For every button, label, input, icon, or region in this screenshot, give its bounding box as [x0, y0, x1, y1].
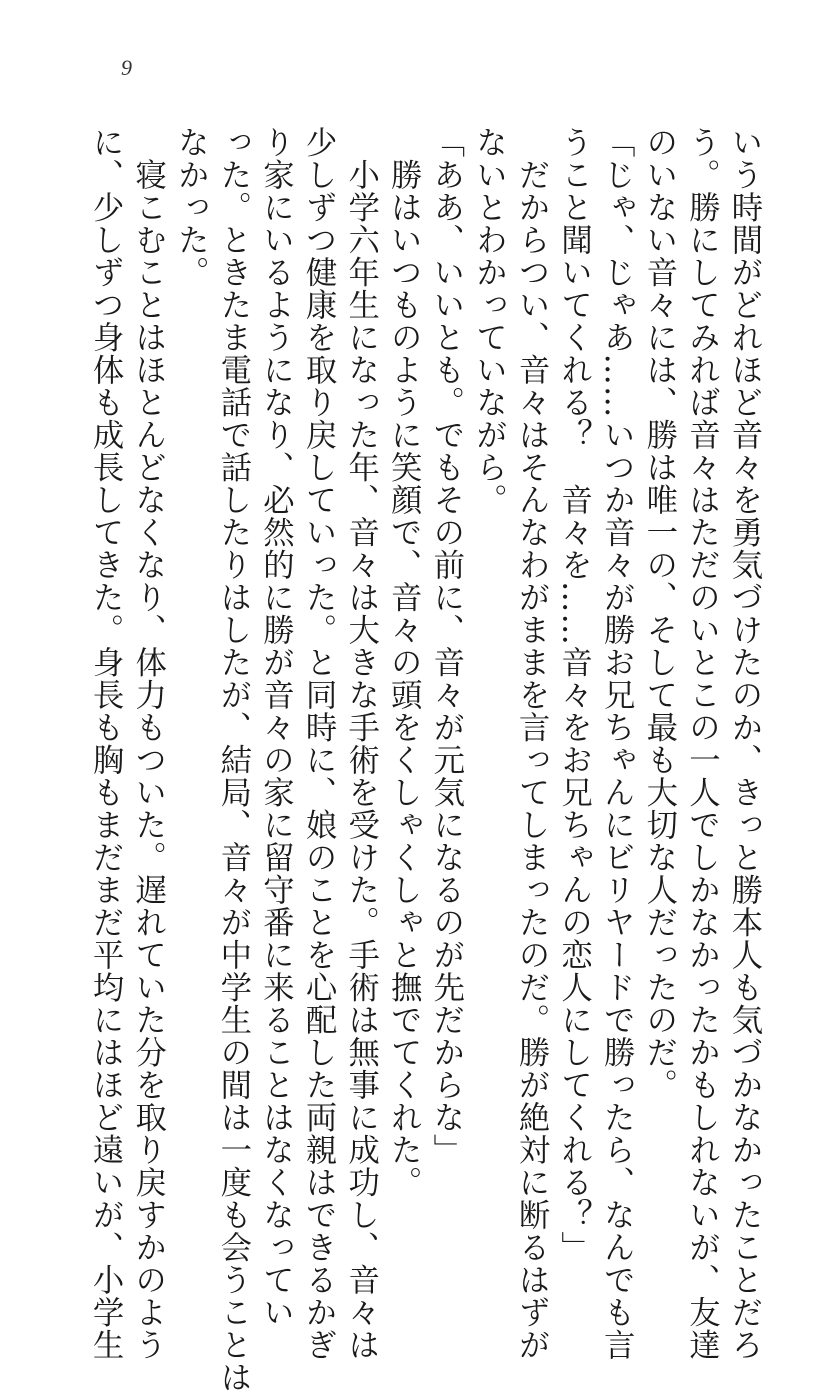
text-line: いう時間がどれほど音々を勇気づけたのか、きっと勝本人も気づかなかったことだろ [726, 126, 762, 1361]
text-line: ないとわかっていながら。 [470, 126, 507, 516]
text-line: なかった。 [172, 126, 209, 289]
text-line: 「じゃ、じゃあ……いつか音々が勝お兄ちゃんにビリヤードで勝ったら、なんでも言 [598, 126, 635, 1361]
text-line: うこと聞いてくれる？ 音々を……音々をお兄ちゃんの恋人にしてくれる？」 [555, 126, 592, 1264]
text-line: う。勝にしてみれば音々はただのいとこの一人でしかなかったかもしれないが、友達 [683, 126, 720, 1361]
vertical-body-text [84, 126, 766, 1394]
text-line: 少しずつ健康を取り戻していった。と同時に、娘のことを心配した両親はできるかぎ [300, 126, 337, 1361]
text-line: に、少しずつ身体も成長してきた。身長も胸もまだまだ平均にはほど遠いが、小学生 [87, 126, 124, 1361]
text-line: 「ああ、いいとも。でもその前に、音々が元気になるのが先だからな」 [427, 126, 464, 1166]
text-line: だからつい、音々はそんなわがままを言ってしまったのだ。勝が絶対に断るはずが [513, 126, 550, 1361]
text-line: のいない音々には、勝は唯一の、そして最も大切な人だったのだ。 [640, 126, 677, 1101]
page-number: 9 [121, 55, 132, 80]
text-line: り家にいるようになり、必然的に勝が音々の家に留守番に来ることはなくなってい [257, 126, 294, 1329]
text-line: 寝こむことはほとんどなくなり、体力もついた。遅れていた分を取り戻すかのよう [129, 126, 166, 1361]
text-line: った。ときたま電話で話したりはしたが、結局、音々が中学生の間は一度も会うことは [214, 126, 251, 1394]
text-line: 勝はいつものように笑顔で、音々の頭をくしゃくしゃと撫でてくれた。 [385, 126, 422, 1199]
text-line: 小学六年生になった年、音々は大きな手術を受けた。手術は無事に成功し、音々は [342, 126, 379, 1361]
